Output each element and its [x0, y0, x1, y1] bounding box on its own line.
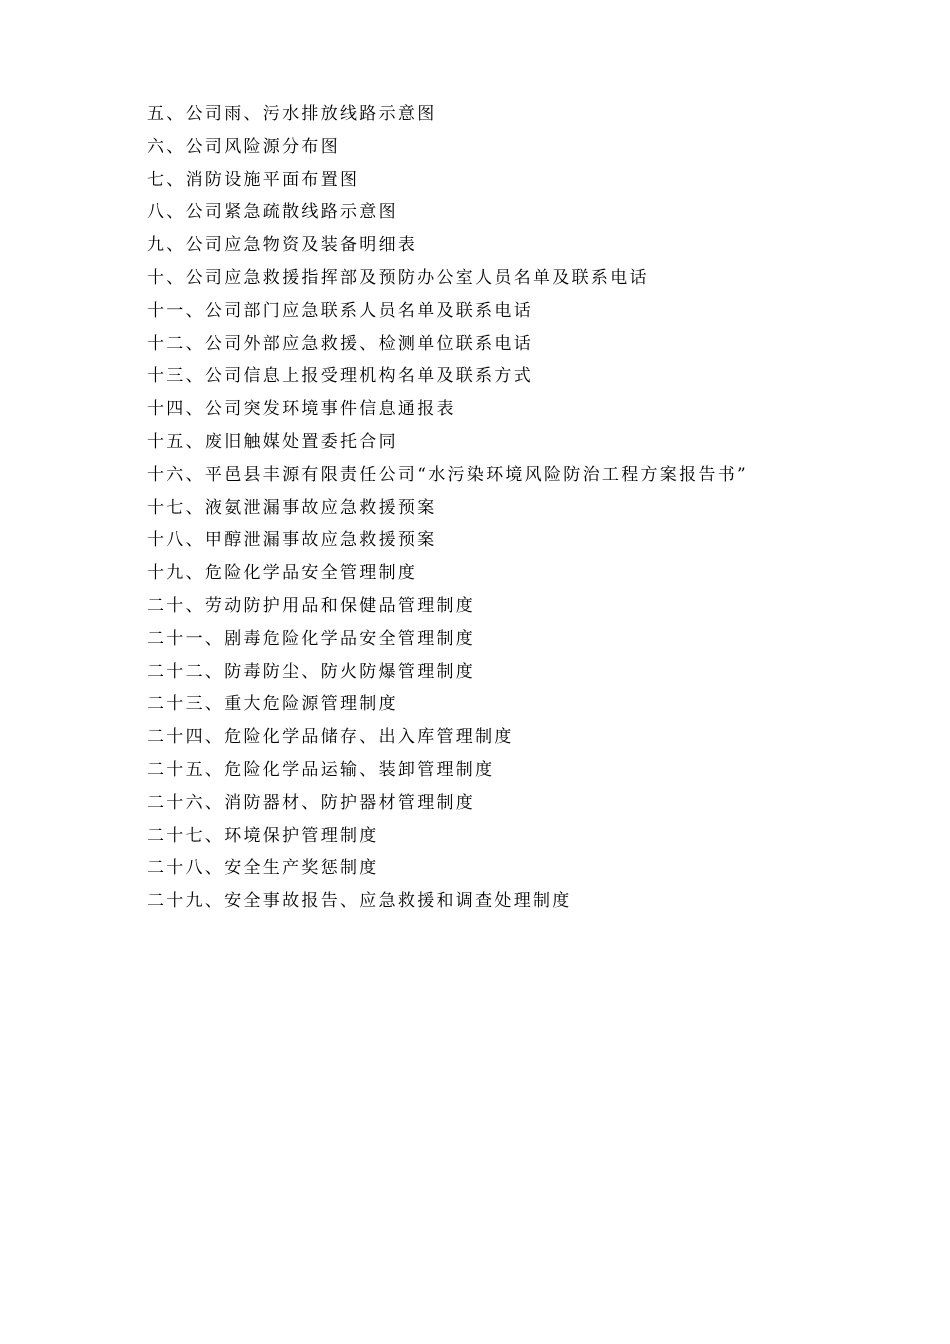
appendix-item-6: 六、公司风险源分布图	[147, 136, 340, 157]
appendix-item-23: 二十三、重大危险源管理制度	[147, 694, 398, 715]
appendix-item-11: 十一、公司部门应急联系人员名单及联系电话	[147, 300, 533, 321]
appendix-item-9: 九、公司应急物资及装备明细表	[147, 235, 418, 256]
appendix-item-25: 二十五、危险化学品运输、装卸管理制度	[147, 759, 495, 780]
appendix-item-22: 二十二、防毒防尘、防火防爆管理制度	[147, 661, 476, 682]
appendix-item-18: 十八、甲醇泄漏事故应急救援预案	[147, 530, 437, 551]
appendix-item-13: 十三、公司信息上报受理机构名单及联系方式	[147, 366, 533, 387]
appendix-item-21: 二十一、剧毒危险化学品安全管理制度	[147, 628, 476, 649]
appendix-item-14: 十四、公司突发环境事件信息通报表	[147, 399, 456, 420]
appendix-list	[147, 98, 907, 918]
appendix-item-20: 二十、劳动防护用品和保健品管理制度	[147, 595, 476, 616]
appendix-item-29: 二十九、安全事故报告、应急救援和调查处理制度	[147, 891, 572, 912]
appendix-item-17: 十七、液氨泄漏事故应急救援预案	[147, 497, 437, 518]
appendix-item-7: 七、消防设施平面布置图	[147, 169, 360, 190]
appendix-item-28: 二十八、安全生产奖惩制度	[147, 858, 379, 879]
appendix-item-8: 八、公司紧急疏散线路示意图	[147, 202, 398, 223]
appendix-item-26: 二十六、消防器材、防护器材管理制度	[147, 792, 476, 813]
appendix-item-12: 十二、公司外部应急救援、检测单位联系电话	[147, 333, 533, 354]
appendix-item-15: 十五、废旧触媒处置委托合同	[147, 431, 398, 452]
appendix-item-16: 十六、平邑县丰源有限责任公司“水污染环境风险防治工程方案报告书”	[147, 464, 748, 485]
appendix-item-5: 五、公司雨、污水排放线路示意图	[147, 104, 437, 124]
appendix-item-10: 十、公司应急救援指挥部及预防办公室人员名单及联系电话	[147, 267, 649, 288]
appendix-item-24: 二十四、危险化学品储存、出入库管理制度	[147, 727, 514, 748]
appendix-item-19: 十九、危险化学品安全管理制度	[147, 563, 418, 584]
appendix-item-27: 二十七、环境保护管理制度	[147, 825, 379, 846]
